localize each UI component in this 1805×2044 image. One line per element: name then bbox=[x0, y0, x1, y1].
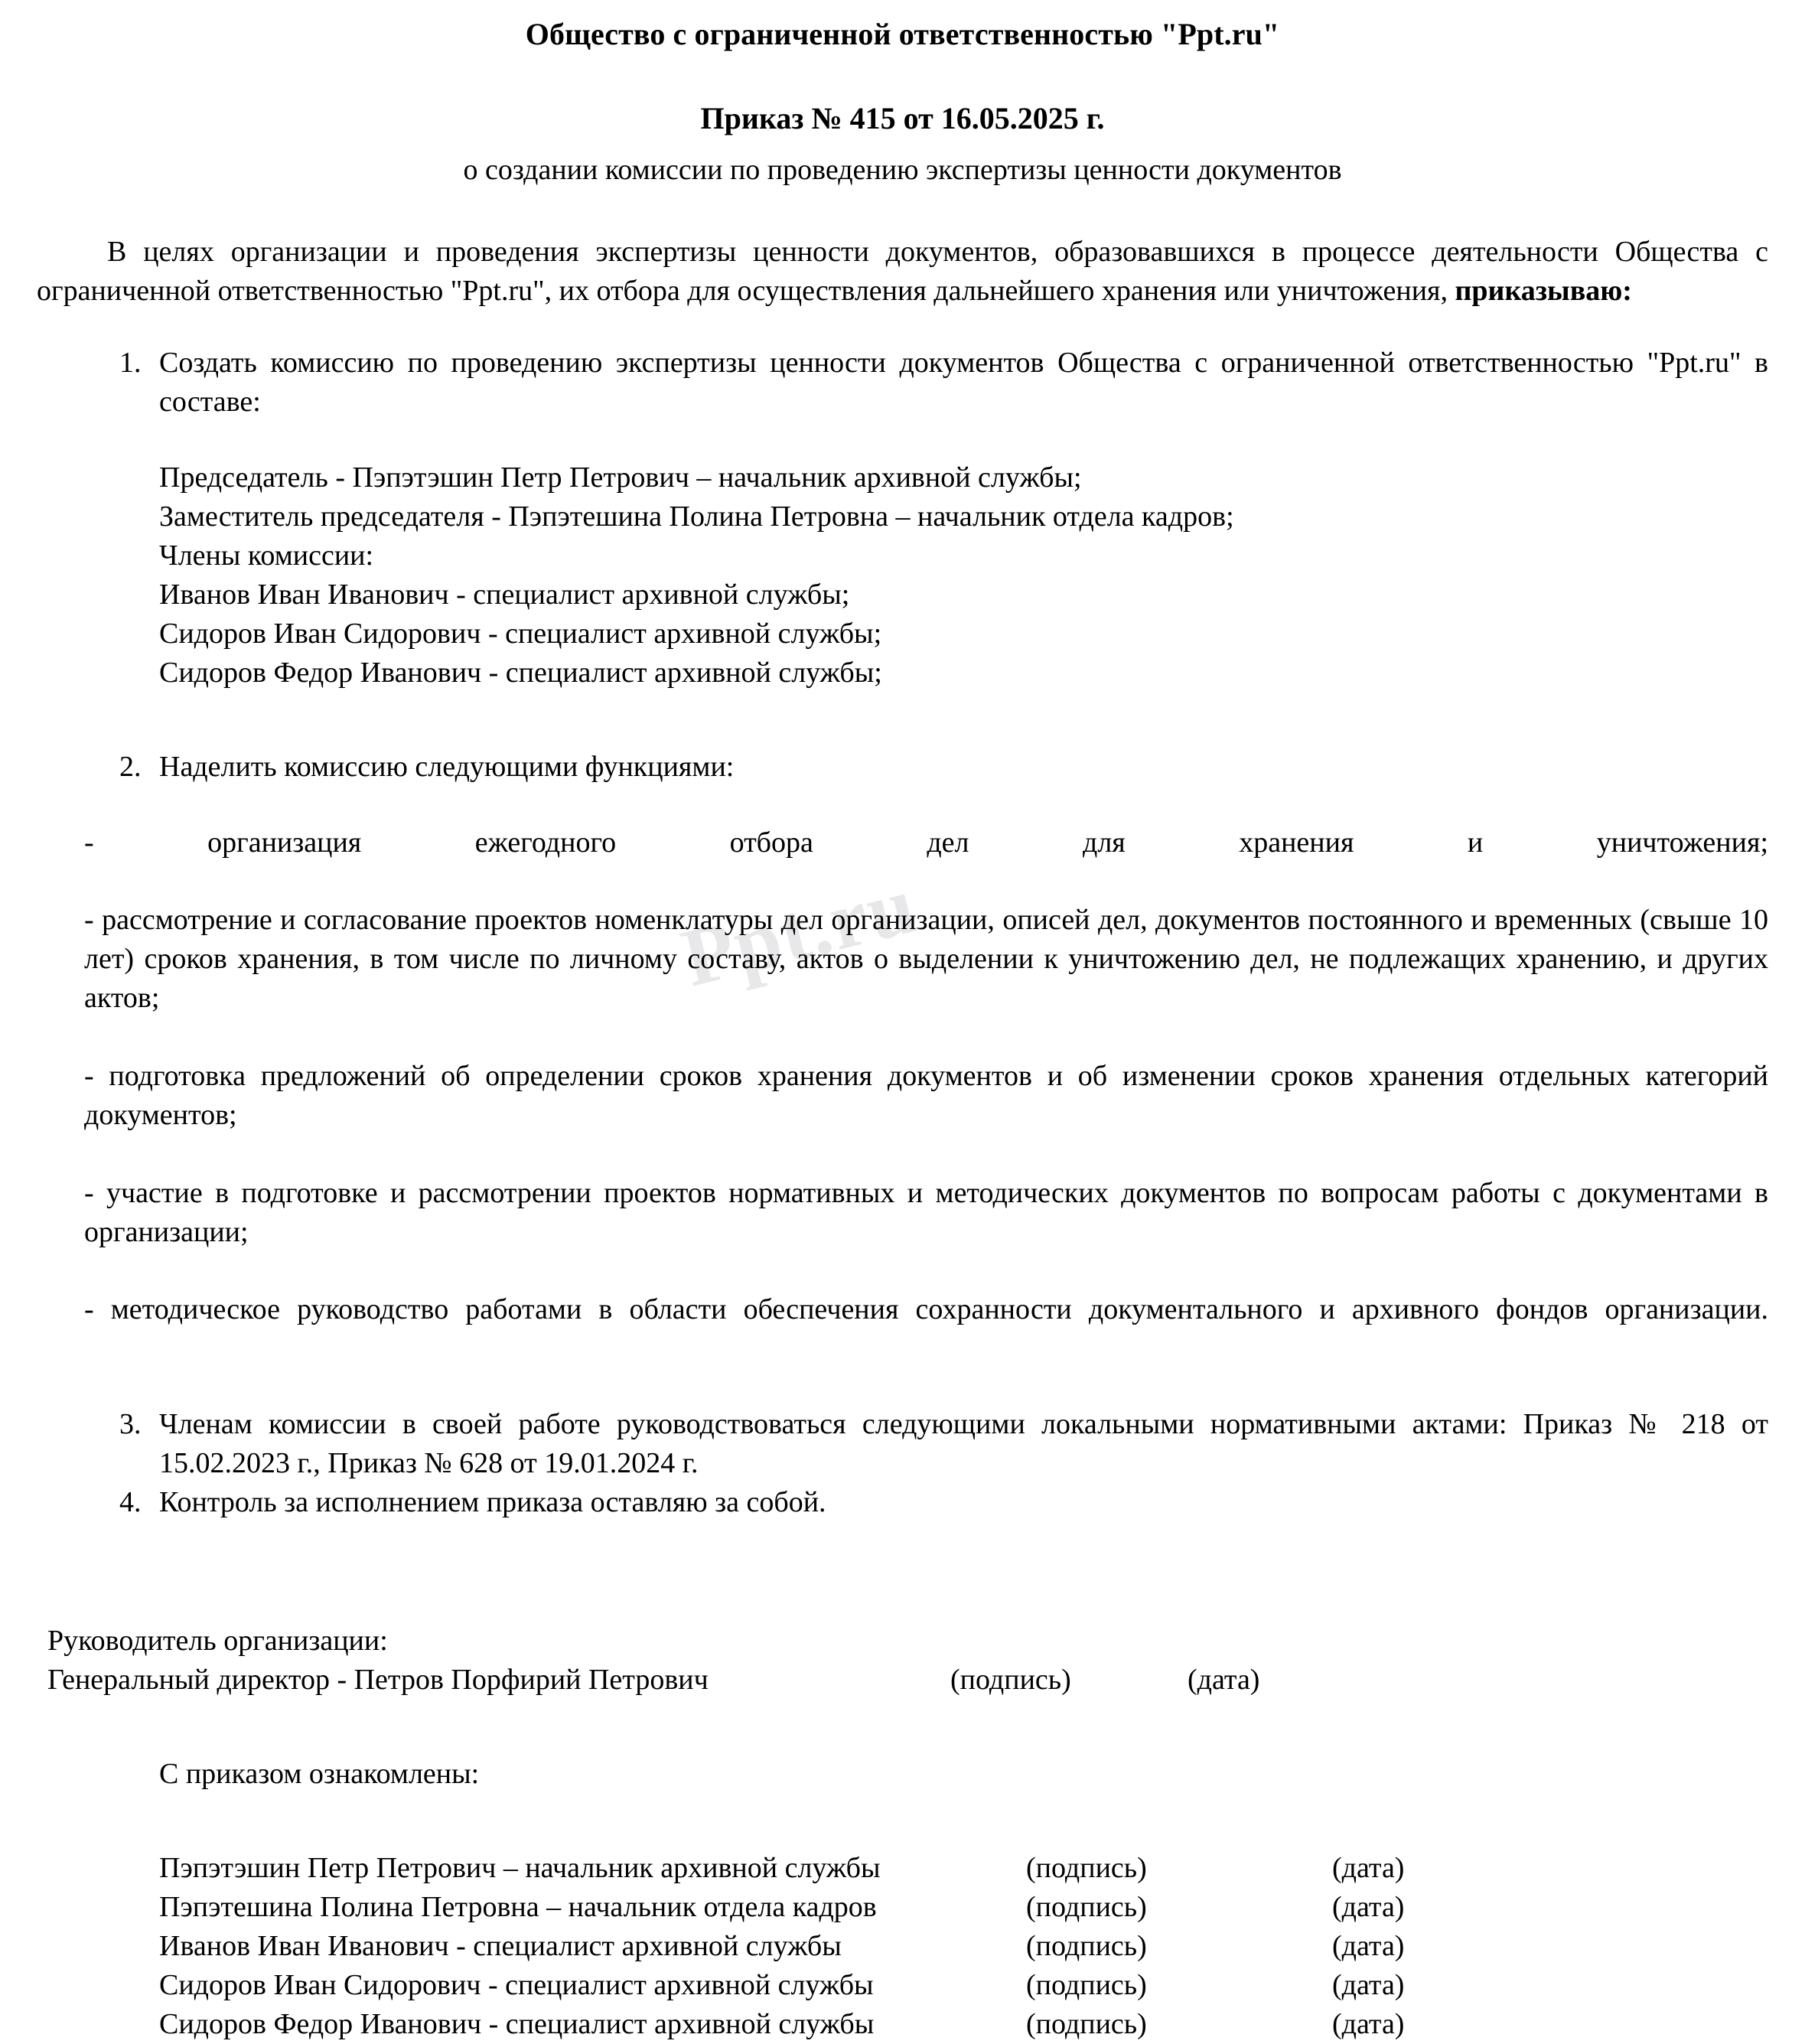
spacer-before-item-2 bbox=[37, 693, 1768, 748]
order-item-3 bbox=[37, 1405, 1768, 1483]
commission-line-members-label: Члены комиссии: bbox=[159, 540, 374, 572]
acknowledgement-row bbox=[159, 1927, 1768, 1966]
head-date-placeholder: (дата) bbox=[1188, 1663, 1260, 1696]
acknowledgement-person-3: Иванов Иван Иванович - специалист архивной службы bbox=[159, 1929, 842, 1962]
acknowledgement-title: С приказом ознакомлены: bbox=[159, 1757, 480, 1790]
function-line-1: - организация ежегодного отбора дел для хранения и уничтожения; bbox=[84, 826, 1768, 859]
commission-line-chairman: Председатель - Пэпэтэшин Петр Петрович – начальник архивной службы; bbox=[159, 461, 1082, 494]
acknowledgement-date-2: (дата) bbox=[1332, 1890, 1405, 1923]
acknowledgement-list bbox=[37, 1849, 1768, 2044]
intro-bold-directive: приказываю: bbox=[1455, 274, 1632, 307]
spacer-before-signature bbox=[37, 1522, 1768, 1596]
order-item-2-number: 2. bbox=[119, 750, 142, 783]
acknowledgement-date-5: (дата) bbox=[1332, 2008, 1405, 2041]
commission-line-member-1: Иванов Иван Иванович - специалист архивной службы; bbox=[159, 578, 850, 611]
function-line-2: - рассмотрение и согласование проектов номенклатуры дел организации, описей дел, документов постоянного и временных (свыше 10 лет) сроков хранения, в том числе по личному составу, актов о выделении к уничтожению дел, не подлежащих хранению, и других актов; bbox=[84, 904, 1768, 1015]
numbered-items bbox=[37, 344, 1768, 1522]
acknowledgement-signature-1: (подпись) bbox=[1026, 1851, 1147, 1884]
acknowledgement-date-4: (дата) bbox=[1332, 1969, 1405, 2002]
spacer-before-item-3 bbox=[37, 1368, 1768, 1405]
function-line-3: - подготовка предложений об определении сроков хранения документов и об изменении сроков хранения отдельных категорий документов; bbox=[84, 1060, 1768, 1131]
commission-functions bbox=[37, 823, 1768, 1369]
spacer-after-acknowledgement-title bbox=[37, 1794, 1768, 1849]
commission-line-member-2: Сидоров Иван Сидорович - специалист архивной службы; bbox=[159, 617, 882, 650]
acknowledgement-row bbox=[159, 1849, 1768, 1888]
intro-text: В целях организации и проведения экспертизы ценности документов, образовавшихся в процессе деятельности Общества с ограниченной ответственностью "Ppt.ru", их отбора для осуществления дальнейшего хранения или уничтожения, bbox=[37, 235, 1768, 307]
commission-line-member-3: Сидоров Федор Иванович - специалист архивной службы; bbox=[159, 656, 882, 689]
commission-members bbox=[37, 458, 1768, 692]
organization-title: Общество с ограниченной ответственностью "Ppt.ru" bbox=[525, 17, 1280, 51]
document-content bbox=[37, 17, 1768, 2044]
function-line-4: - участие в подготовке и рассмотрении проектов нормативных и методических документов по вопросам работы с документами в организации; bbox=[84, 1176, 1768, 1248]
acknowledgement-date-1: (дата) bbox=[1332, 1851, 1405, 1884]
function-line-5: - методическое руководство работами в области обеспечения сохранности документального и архивного фондов организации. bbox=[84, 1293, 1768, 1326]
acknowledgement-person-1: Пэпэтэшин Петр Петрович – начальник архивной службы bbox=[159, 1851, 881, 1884]
acknowledgement-row bbox=[159, 2005, 1768, 2044]
spacer-before-signature-2 bbox=[37, 1596, 1768, 1622]
acknowledgement-person-4: Сидоров Иван Сидорович - специалист архивной службы bbox=[159, 1969, 874, 2002]
order-subject: о создании комиссии по проведению экспертизы ценности документов bbox=[463, 154, 1342, 186]
commission-line-deputy: Заместитель председателя - Пэпэтешина Полина Петровна – начальник отдела кадров; bbox=[159, 500, 1234, 533]
order-item-4-number: 4. bbox=[119, 1486, 142, 1519]
order-title: Приказ № 415 от 16.05.2025 г. bbox=[700, 101, 1105, 135]
spacer-before-acknowledgement bbox=[37, 1700, 1768, 1755]
intro-paragraph bbox=[37, 233, 1768, 311]
order-item-1 bbox=[37, 344, 1768, 422]
ppt-ru-watermark: Ppt.ru bbox=[673, 859, 926, 1005]
head-of-organization-row bbox=[47, 1661, 1768, 1700]
acknowledgement-person-5: Сидоров Федор Иванович - специалист архивной службы bbox=[159, 2008, 875, 2041]
title-spacer bbox=[37, 58, 1768, 101]
order-item-3-text: Членам комиссии в своей работе руководствоваться следующими локальными нормативными актами: Приказ № 218 от 15.02.2023 г., Приказ № 628 от 19.01.2024 г. bbox=[159, 1408, 1768, 1480]
order-item-3-number: 3. bbox=[119, 1408, 142, 1441]
order-item-1-text: Создать комиссию по проведению экспертизы ценности документов Общества с ограниченной ответственностью "Ppt.ru" в составе: bbox=[159, 347, 1768, 419]
order-item-2 bbox=[37, 748, 1768, 787]
order-item-4 bbox=[37, 1483, 1768, 1522]
acknowledgement-signature-3: (подпись) bbox=[1026, 1929, 1147, 1962]
head-of-organization-name: Генеральный директор - Петров Порфирий Петрович bbox=[47, 1663, 709, 1696]
acknowledgement-signature-2: (подпись) bbox=[1026, 1890, 1147, 1923]
acknowledgement-row bbox=[159, 1966, 1768, 2005]
spacer-after-item-2 bbox=[37, 787, 1768, 823]
spacer-after-item-1 bbox=[37, 422, 1768, 458]
acknowledgement-signature-4: (подпись) bbox=[1026, 1969, 1147, 2002]
acknowledgement-person-2: Пэпэтешина Полина Петровна – начальник отдела кадров bbox=[159, 1890, 877, 1923]
order-item-2-text: Наделить комиссию следующими функциями: bbox=[159, 750, 735, 783]
head-signature-placeholder: (подпись) bbox=[950, 1663, 1071, 1696]
acknowledgement-row bbox=[159, 1888, 1768, 1927]
head-of-organization-label: Руководитель организации: bbox=[47, 1624, 388, 1657]
order-item-1-number: 1. bbox=[119, 347, 142, 380]
order-item-4-text: Контроль за исполнением приказа оставляю за собой. bbox=[159, 1486, 826, 1519]
signature-block bbox=[37, 1622, 1768, 1700]
acknowledgement-signature-5: (подпись) bbox=[1026, 2008, 1147, 2041]
acknowledgement-date-3: (дата) bbox=[1332, 1929, 1405, 1962]
